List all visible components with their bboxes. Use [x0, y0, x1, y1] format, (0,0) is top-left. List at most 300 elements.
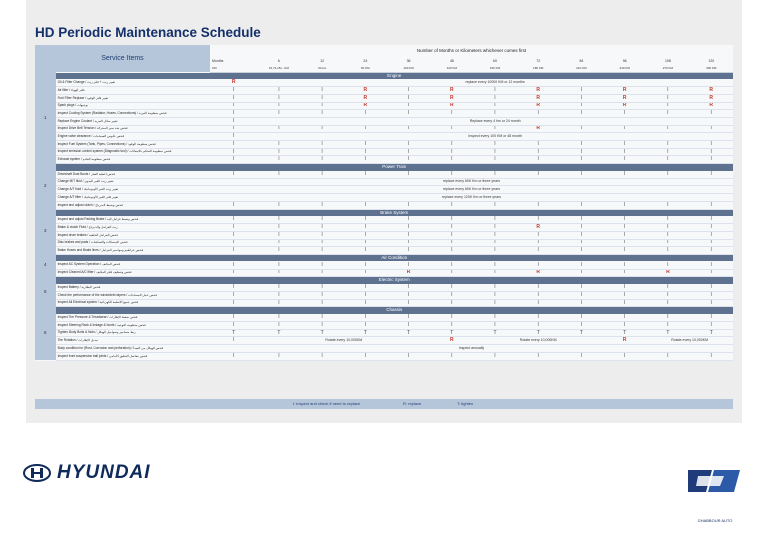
interval-cell: R	[517, 94, 560, 102]
interval-cell: I	[210, 133, 257, 141]
interval-cell: I	[646, 314, 689, 322]
interval-cell: I	[344, 110, 387, 118]
interval-cell: I	[560, 125, 603, 133]
interval-cell: I	[473, 171, 516, 179]
interval-cell: I	[210, 117, 257, 125]
interval-cell: I	[387, 352, 430, 360]
months-cell: 96	[622, 58, 627, 63]
months-cell: 120	[708, 58, 715, 63]
interval-cell: I	[301, 87, 344, 95]
months-kms-title: Number of Months or Kilometers whichever comes first	[416, 48, 527, 54]
interval-cell: I	[517, 284, 560, 292]
hyundai-emblem-icon	[23, 464, 51, 482]
interval-cell: I	[473, 352, 516, 360]
interval-cell: I	[560, 201, 603, 209]
interval-cell: I	[560, 261, 603, 269]
interval-cell: I	[473, 292, 516, 300]
interval-cell: I	[210, 231, 257, 239]
interval-cell: I	[344, 125, 387, 133]
interval-cell: I	[689, 352, 733, 360]
interval-cell: I	[301, 314, 344, 322]
interval-cell: I	[603, 216, 646, 224]
interval-cell: I	[210, 102, 257, 110]
interval-cell: R	[387, 269, 430, 277]
interval-cell: I	[430, 231, 473, 239]
interval-cell: I	[387, 239, 430, 247]
interval-cell: I	[257, 94, 300, 102]
interval-cell: I	[517, 352, 560, 360]
months-cell: 48	[449, 58, 454, 63]
interval-cell: I	[689, 269, 733, 277]
legend-bar	[35, 399, 733, 409]
service-item: Inspect Cooling System (Radiator, Hoses, Connections) / فحص منظومة التبريد	[56, 110, 210, 118]
table-row	[35, 224, 733, 232]
interval-cell: I	[689, 299, 733, 307]
ghabbour-emblem-icon	[684, 466, 744, 496]
service-item: Engine valve clearance / فحص خلوص الصمامات	[56, 133, 210, 141]
km-cell: 60 KM	[344, 65, 387, 72]
interval-cell: I	[301, 269, 344, 277]
interval-cell: I	[689, 284, 733, 292]
interval-cell: I	[257, 322, 300, 330]
interval-cell: R	[517, 125, 560, 133]
interval-cell: I	[646, 261, 689, 269]
interval-cell: I	[473, 201, 516, 209]
interval-cell: I	[473, 125, 516, 133]
interval-cell: I	[603, 171, 646, 179]
interval-cell: I	[301, 201, 344, 209]
interval-cell: I	[603, 148, 646, 156]
service-item: Fuel Filter Replace / تغيير فلتر الوقود	[56, 94, 210, 102]
interval-cell: I	[560, 247, 603, 255]
interval-cell: I	[301, 247, 344, 255]
interval-cell: I	[473, 141, 516, 149]
interval-cell: R	[603, 87, 646, 95]
interval-cell: I	[301, 171, 344, 179]
interval-cell: I	[210, 94, 257, 102]
interval-cell: R	[689, 94, 733, 102]
interval-cell: I	[646, 216, 689, 224]
interval-cell: I	[603, 125, 646, 133]
interval-cell: I	[344, 216, 387, 224]
section-number: 6	[35, 307, 56, 360]
service-item: Change A/T filter / تغيير فلتر القير الأوتوماتيك	[56, 194, 210, 202]
months-label: Months	[211, 58, 224, 63]
interval-cell: I	[344, 171, 387, 179]
interval-cell: I	[430, 284, 473, 292]
interval-cell: I	[646, 352, 689, 360]
interval-cell: I	[301, 110, 344, 118]
interval-cell: I	[646, 171, 689, 179]
service-item: Inspect Drive Belt Tension / فحص شد سير المحركة	[56, 125, 210, 133]
interval-cell: I	[689, 239, 733, 247]
table-row	[35, 186, 733, 194]
interval-cell: I	[387, 171, 430, 179]
interval-cell: I	[560, 171, 603, 179]
interval-cell: T	[560, 329, 603, 337]
service-item: Inspect emission control system (Diagnostic tool) / فحص منظومة التحكم بالانبعاثات	[56, 148, 210, 156]
interval-cell: I	[387, 224, 430, 232]
table-row	[35, 247, 733, 255]
interval-note: Rotate every 10,000KM	[257, 337, 430, 345]
km-cell: 15,7k,15x...KM	[257, 65, 300, 72]
interval-cell: I	[473, 261, 516, 269]
interval-cell: I	[473, 102, 516, 110]
interval-cell: R	[517, 102, 560, 110]
interval-cell: I	[430, 201, 473, 209]
maintenance-table	[35, 45, 733, 361]
interval-cell: R	[646, 269, 689, 277]
interval-cell: I	[473, 224, 516, 232]
interval-cell: T	[517, 329, 560, 337]
interval-cell: I	[344, 314, 387, 322]
interval-cell: I	[689, 141, 733, 149]
interval-cell: I	[210, 314, 257, 322]
interval-cell: I	[387, 102, 430, 110]
service-item: Air filter / فلتر الهواء	[56, 87, 210, 95]
interval-cell: I	[560, 102, 603, 110]
interval-cell: I	[430, 110, 473, 118]
interval-cell: I	[560, 314, 603, 322]
interval-cell: I	[301, 299, 344, 307]
interval-note: Inspect every 100 KM or 48 month	[257, 133, 733, 141]
section-number: 1	[35, 72, 56, 164]
section-title: Chassis	[56, 307, 733, 314]
table-row	[35, 292, 733, 300]
interval-cell: I	[603, 141, 646, 149]
service-item: Change M/T fluid / تغيير زيت القير اليدوي	[56, 178, 210, 186]
interval-cell: I	[257, 224, 300, 232]
interval-cell: I	[603, 224, 646, 232]
interval-cell: I	[603, 322, 646, 330]
interval-cell: I	[473, 216, 516, 224]
interval-cell: I	[301, 156, 344, 164]
interval-cell: I	[210, 292, 257, 300]
service-item: Inspect and adjust clutch / فحص وضبط الدبرياج	[56, 201, 210, 209]
km-cell: 300 KM	[689, 65, 733, 72]
interval-note: Rotate every 10,000KM	[646, 337, 733, 345]
service-item: Inspect Cleaned A/C filter / فحص وتنظيف فلتر المكيف	[56, 269, 210, 277]
interval-cell: I	[387, 125, 430, 133]
interval-cell: I	[210, 322, 257, 330]
interval-cell: I	[430, 322, 473, 330]
interval-cell: I	[344, 201, 387, 209]
interval-cell: I	[430, 239, 473, 247]
interval-cell: I	[603, 247, 646, 255]
interval-cell: I	[301, 148, 344, 156]
service-item: Brake Hoses and Brake lines / فحص خراطيم ومواسير الفرامل	[56, 247, 210, 255]
service-item: Exhaust system / فحص منظومة العادم	[56, 156, 210, 164]
interval-cell: I	[210, 125, 257, 133]
interval-cell: I	[603, 156, 646, 164]
interval-cell: I	[257, 352, 300, 360]
months-cell: 84	[579, 58, 584, 63]
table-row	[35, 269, 733, 277]
table-row	[35, 299, 733, 307]
interval-cell: I	[646, 156, 689, 164]
table-row	[35, 329, 733, 337]
interval-note: replace every 10000 KM or 12 months	[257, 79, 733, 87]
interval-cell: I	[473, 322, 516, 330]
interval-cell: I	[387, 314, 430, 322]
interval-cell: I	[430, 261, 473, 269]
interval-cell: I	[560, 110, 603, 118]
interval-cell: I	[517, 261, 560, 269]
interval-cell: I	[344, 224, 387, 232]
interval-cell: R	[517, 269, 560, 277]
service-item: Spark plugs / بوجيهات	[56, 102, 210, 110]
table-row	[35, 216, 733, 224]
interval-note: replace every 60K Km or three years	[210, 178, 733, 186]
interval-cell: I	[301, 224, 344, 232]
interval-cell: I	[257, 171, 300, 179]
interval-cell: I	[473, 148, 516, 156]
table-row	[35, 79, 733, 87]
months-cell: 36	[406, 58, 411, 63]
interval-cell: I	[473, 299, 516, 307]
interval-cell: I	[387, 261, 430, 269]
interval-cell: I	[257, 216, 300, 224]
interval-cell: I	[387, 322, 430, 330]
interval-cell: I	[560, 269, 603, 277]
interval-cell: I	[689, 292, 733, 300]
interval-cell: I	[210, 299, 257, 307]
interval-cell: I	[430, 125, 473, 133]
interval-cell: I	[344, 299, 387, 307]
months-cell: 60	[493, 58, 497, 63]
page-title: HD Periodic Maintenance Schedule	[35, 25, 261, 40]
interval-cell: I	[560, 284, 603, 292]
interval-cell: I	[301, 231, 344, 239]
interval-cell: I	[603, 231, 646, 239]
interval-cell: T	[473, 329, 516, 337]
interval-cell: I	[560, 94, 603, 102]
interval-cell: R	[603, 94, 646, 102]
months-cell: 6	[277, 58, 280, 63]
interval-cell: I	[430, 292, 473, 300]
interval-cell: I	[210, 156, 257, 164]
interval-cell: R	[430, 87, 473, 95]
interval-cell: T	[689, 329, 733, 337]
interval-cell: I	[257, 231, 300, 239]
interval-cell: I	[517, 322, 560, 330]
interval-cell: I	[517, 216, 560, 224]
interval-cell: I	[257, 201, 300, 209]
interval-cell: T	[257, 329, 300, 337]
interval-cell: I	[387, 292, 430, 300]
interval-cell: I	[603, 201, 646, 209]
interval-cell: R	[603, 102, 646, 110]
interval-cell: R	[430, 337, 473, 345]
table-row	[35, 141, 733, 149]
interval-cell: I	[210, 87, 257, 95]
interval-cell: I	[473, 87, 516, 95]
interval-cell: I	[646, 224, 689, 232]
interval-cell: R	[517, 87, 560, 95]
interval-cell: I	[430, 247, 473, 255]
interval-cell: T	[430, 329, 473, 337]
interval-cell: R	[344, 102, 387, 110]
interval-cell: I	[603, 110, 646, 118]
interval-cell: T	[301, 329, 344, 337]
legend-tighten: T: tighten	[457, 401, 474, 406]
km-cell: 100 KM	[387, 65, 430, 72]
interval-cell: I	[560, 148, 603, 156]
interval-cell: I	[646, 299, 689, 307]
interval-cell: T	[387, 329, 430, 337]
interval-cell: I	[210, 110, 257, 118]
section-title: Engine	[56, 72, 733, 79]
table-row	[35, 178, 733, 186]
table-row	[35, 239, 733, 247]
months-cell: 24	[363, 58, 368, 63]
section-number: 4	[35, 254, 56, 276]
interval-cell: I	[646, 102, 689, 110]
interval-note: replace every 120K Km or three years	[210, 194, 733, 202]
months-cell: 72	[536, 58, 541, 63]
interval-cell: T	[603, 329, 646, 337]
table-row	[35, 87, 733, 95]
interval-cell: I	[210, 216, 257, 224]
service-item: Tire Rotation / تبديل الإطارات	[56, 337, 210, 345]
interval-cell: I	[257, 239, 300, 247]
interval-cell: I	[646, 247, 689, 255]
km-cell: 120 KM	[430, 65, 473, 72]
dealer-name: GHABBOUR AUTO	[697, 518, 733, 523]
interval-cell: R	[517, 224, 560, 232]
interval-cell: I	[603, 261, 646, 269]
interval-cell: I	[301, 239, 344, 247]
interval-cell: I	[646, 94, 689, 102]
brand-wordmark: HYUNDAI	[57, 462, 151, 483]
service-item: Driveshaft Dust Boots / فحص اغطية الغبار	[56, 171, 210, 179]
interval-cell: I	[603, 269, 646, 277]
table-row	[35, 133, 733, 141]
interval-cell: I	[560, 87, 603, 95]
interval-cell: I	[301, 322, 344, 330]
service-item: Disc brakes and pads / فحص الديسكات والقماشات	[56, 239, 210, 247]
interval-cell: I	[646, 110, 689, 118]
interval-cell: I	[344, 141, 387, 149]
interval-cell: I	[689, 171, 733, 179]
km-cell: 180 KM	[517, 65, 560, 72]
interval-cell: I	[344, 284, 387, 292]
km-cell: 270 KM	[646, 65, 689, 72]
interval-cell: I	[646, 87, 689, 95]
interval-cell: I	[473, 156, 516, 164]
interval-cell: I	[430, 314, 473, 322]
interval-cell: I	[387, 156, 430, 164]
interval-cell: I	[301, 292, 344, 300]
interval-cell: I	[560, 141, 603, 149]
table-row	[35, 284, 733, 292]
legend-replace: R: replace	[403, 401, 422, 406]
interval-cell: I	[473, 247, 516, 255]
interval-cell: I	[689, 247, 733, 255]
interval-cell: I	[344, 247, 387, 255]
table-row	[35, 148, 733, 156]
section-number: 2	[35, 164, 56, 209]
interval-cell: I	[257, 125, 300, 133]
km-cell: 150 KM	[473, 65, 516, 72]
interval-cell: I	[473, 284, 516, 292]
service-item: Inspect Steering Rack & linkage & boots / فحص منظومة التوجيه	[56, 322, 210, 330]
interval-cell: I	[257, 269, 300, 277]
interval-cell: I	[210, 352, 257, 360]
interval-cell: I	[517, 148, 560, 156]
interval-cell: I	[210, 141, 257, 149]
interval-cell: I	[603, 292, 646, 300]
interval-cell: I	[210, 239, 257, 247]
service-item: Replace Engine Coolant / تغيير سائل التبريد	[56, 117, 210, 125]
interval-cell: I	[344, 231, 387, 239]
section-title: Brake System	[56, 209, 733, 216]
interval-cell: R	[210, 79, 257, 87]
interval-cell: I	[603, 352, 646, 360]
interval-cell: I	[646, 201, 689, 209]
interval-cell: I	[257, 141, 300, 149]
interval-cell: I	[257, 261, 300, 269]
interval-cell: I	[689, 261, 733, 269]
interval-cell: I	[603, 299, 646, 307]
table-row	[35, 171, 733, 179]
interval-cell: I	[689, 322, 733, 330]
interval-cell: I	[387, 110, 430, 118]
interval-cell: I	[517, 239, 560, 247]
interval-cell: I	[344, 261, 387, 269]
interval-cell: I	[603, 239, 646, 247]
service-items-header: Service Items	[35, 45, 210, 72]
service-item: Inspect drum brakes / فحص الفرامل الخلفية	[56, 231, 210, 239]
interval-cell: I	[473, 94, 516, 102]
service-item: Inspect Battery / فحص البطارية	[56, 284, 210, 292]
interval-cell: I	[430, 141, 473, 149]
interval-cell: I	[344, 148, 387, 156]
table-row	[35, 322, 733, 330]
table-row	[35, 110, 733, 118]
interval-cell: I	[517, 299, 560, 307]
interval-cell: R	[430, 102, 473, 110]
interval-cell: I	[301, 94, 344, 102]
interval-cell: I	[430, 171, 473, 179]
interval-cell: I	[257, 156, 300, 164]
interval-cell: T	[210, 329, 257, 337]
service-item: Brake & clutch Fluid / زيت الفرامل والدبرياج	[56, 224, 210, 232]
interval-note: Rotate every 10,000KM	[473, 337, 603, 345]
interval-cell: I	[210, 337, 257, 345]
interval-cell: I	[517, 314, 560, 322]
interval-cell: I	[560, 239, 603, 247]
interval-cell: I	[210, 148, 257, 156]
interval-cell: I	[689, 231, 733, 239]
km-cell: 210 KM	[560, 65, 603, 72]
interval-cell: I	[517, 141, 560, 149]
interval-cell: T	[344, 329, 387, 337]
interval-note: Inspect annually	[210, 345, 733, 353]
interval-cell: I	[646, 239, 689, 247]
section-title: Air Condition	[56, 254, 733, 261]
interval-cell: I	[517, 171, 560, 179]
interval-cell: I	[560, 322, 603, 330]
interval-cell: I	[517, 292, 560, 300]
interval-cell: I	[387, 216, 430, 224]
interval-cell: I	[560, 231, 603, 239]
table-row	[35, 314, 733, 322]
interval-cell: I	[257, 247, 300, 255]
table-row	[35, 156, 733, 164]
interval-cell: I	[560, 299, 603, 307]
interval-cell: I	[517, 110, 560, 118]
